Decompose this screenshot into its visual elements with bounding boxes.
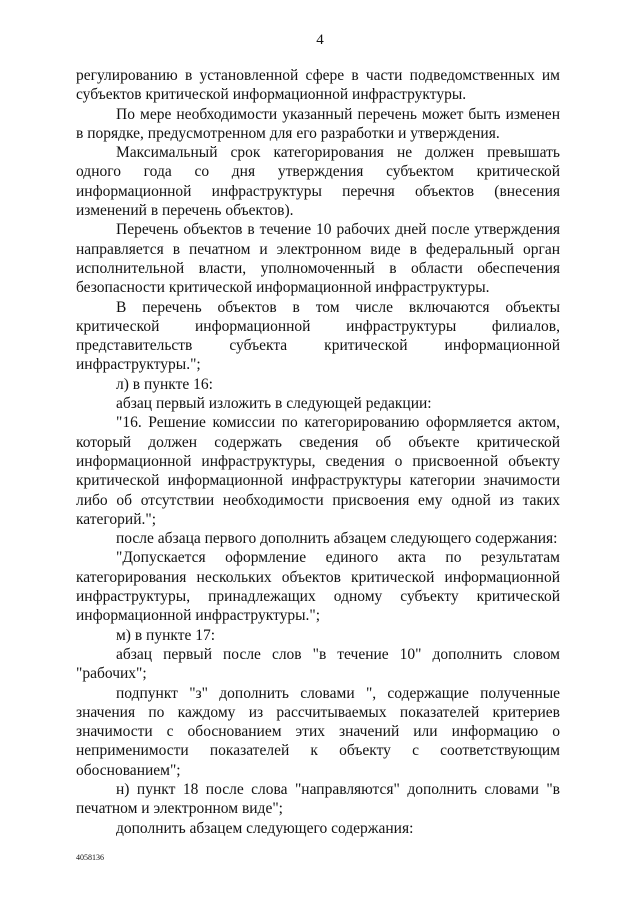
paragraph: дополнить абзацем следующего содержания: — [116, 819, 414, 837]
document-body — [76, 66, 560, 838]
paragraph: после абзаца первого дополнить абзацем следующего содержания: — [116, 530, 558, 548]
quoted-paragraph: "16. Решение комиссии по категорированию оформляется актом, который должен содержать сведения об объекте критической информационной инфраструктуры, сведения о присвоенной объекту критической информационной инфраструктуры категории значимости либо об отсутствии необходимости присвоения ему одной из таких категорий."; — [76, 414, 560, 528]
paragraph: По мере необходимости указанный перечень может быть изменен в порядке, предусмотренном для его разработки и утверждения. — [76, 105, 560, 142]
paragraph: В перечень объектов в том числе включаются объекты критической информационной инфраструктуры филиалов, представительств субъекта критической информационной инфраструктуры."; — [76, 298, 560, 374]
paragraph: Перечень объектов в течение 10 рабочих дней после утверждения направляется в печатном и электронном виде в федеральный орган исполнительной власти, уполномоченный в области обеспечения безопасности критической информационной инфраструктуры. — [76, 221, 560, 297]
quoted-paragraph: "Допускается оформление единого акта по результатам категорирования нескольких объектов критической информационной инфраструктуры, принадлежащих одному субъекту критической информационной инфраструктуры."; — [76, 549, 560, 625]
paragraph: абзац первый после слов "в течение 10" дополнить словом "рабочих"; — [76, 645, 560, 683]
paragraph: Максимальный срок категорирования не должен превышать одного года со дня утверждения субъектом критической информационной инфраструктуры перечня объектов (внесения изменений в перечень объектов). — [76, 144, 560, 220]
paragraph: подпункт "з" дополнить словами ", содержащие полученные значения по каждому из рассчитываемых показателей критериев значимости с обоснованием этих значений или информацию о неприменимости показателей к объекту с соответствующим обоснованием"; — [76, 684, 560, 779]
list-item-l: л) в пункте 16: — [116, 375, 213, 393]
paragraph: абзац первый изложить в следующей редакции: — [116, 395, 432, 413]
document-code: 4058136 — [76, 853, 104, 862]
paragraph: регулированию в установленной сфере в части подведомственных им субъектов критической информационной инфраструктуры. — [76, 67, 560, 104]
list-item-m: м) в пункте 17: — [116, 626, 216, 644]
page-number: 4 — [316, 32, 324, 48]
list-item-n: н) пункт 18 после слова "направляются" дополнить словами "в печатном и электронном виде"; — [76, 780, 560, 818]
